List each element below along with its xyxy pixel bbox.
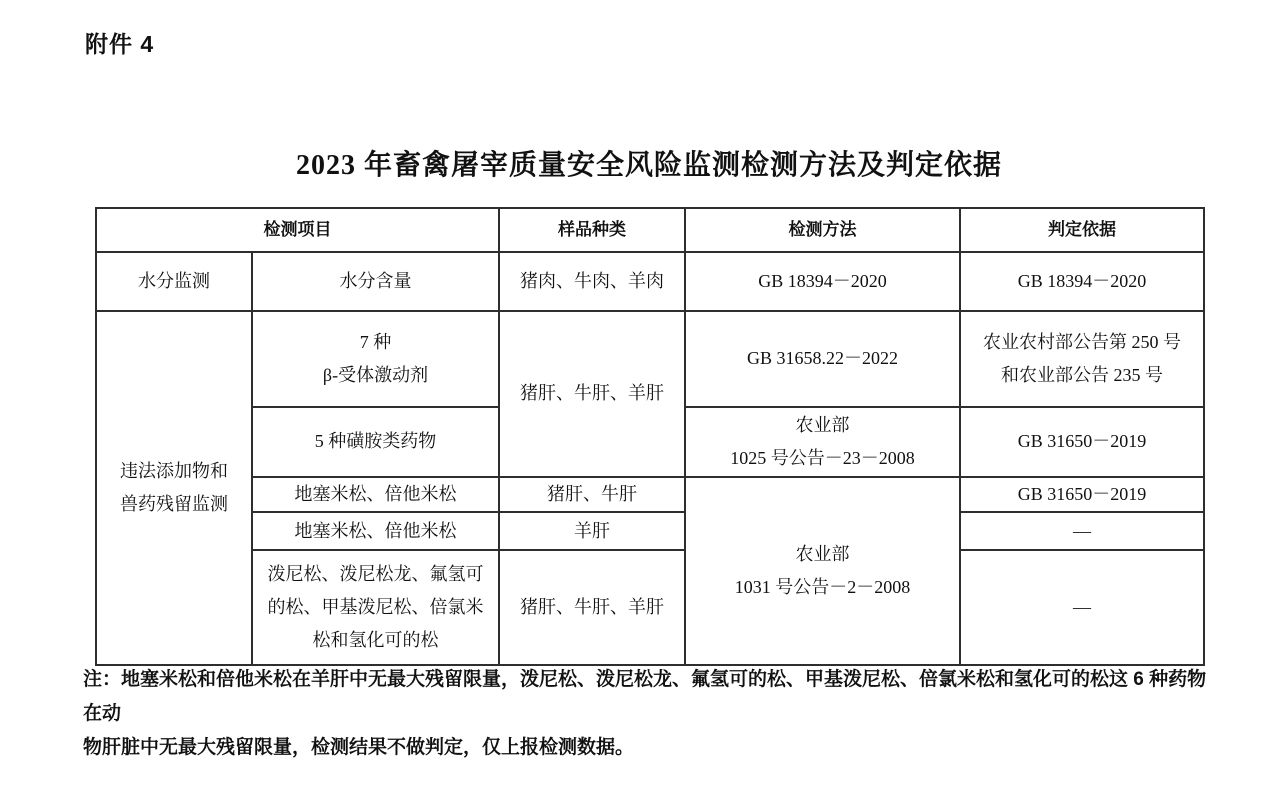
col-header-item: 检测项目	[96, 208, 499, 252]
cell-sulfonamide-item: 5 种磺胺类药物	[252, 407, 499, 477]
cell-prednisone-item-line: 泼尼松、泼尼松龙、氟氢可	[267, 563, 484, 584]
cell-illegal-category-line: 违法添加物和	[120, 460, 228, 481]
cell-moisture-sample: 猪肉、牛肉、羊肉	[499, 252, 685, 311]
page-title: 2023 年畜禽屠宰质量安全风险监测检测方法及判定依据	[295, 150, 1002, 181]
cell-dexamethasone-2-basis: —	[960, 512, 1204, 550]
cell-beta-agonist-item	[252, 311, 499, 407]
cell-prednisone-item-line: 松和氢化可的松	[312, 630, 439, 651]
cell-beta-agonist-item-line: 7 种	[359, 331, 392, 352]
cell-method-merged-line: 农业部	[795, 543, 850, 564]
cell-sulfonamide-method	[685, 407, 960, 477]
table-row-beta-agonist	[96, 311, 1204, 407]
footnote	[83, 663, 1208, 765]
cell-illegal-category-line: 兽药残留监测	[120, 494, 228, 515]
col-header-sample: 样品种类	[499, 208, 685, 252]
cell-illegal-category	[96, 311, 252, 665]
cell-prednisone-basis: —	[960, 550, 1204, 665]
col-header-method: 检测方法	[685, 208, 960, 252]
monitoring-methods-table	[95, 207, 1205, 666]
table-row-dexamethasone-2	[96, 512, 1204, 550]
cell-method-merged-line: 1031 号公告－2－2008	[734, 577, 911, 598]
col-header-basis: 判定依据	[960, 208, 1204, 252]
footnote-line: 注：地塞米松和倍他米松在羊肝中无最大残留限量，泼尼松、泼尼松龙、氟氢可的松、甲基泼尼松、倍氯米松和氢化可的松这 6 种药物在动	[83, 669, 1207, 724]
table-row-prednisone	[96, 550, 1204, 665]
cell-sulfonamide-method-line: 1025 号公告－23－2008	[730, 448, 915, 468]
cell-prednisone-item	[252, 550, 499, 665]
table-header-row	[96, 208, 1204, 252]
cell-moisture-item: 水分含量	[252, 252, 499, 311]
cell-sulfonamide-method-line: 农业部	[795, 414, 850, 435]
cell-beta-agonist-basis-line: 农业农村部公告第 250 号	[983, 331, 1181, 352]
cell-moisture-basis: GB 18394－2020	[960, 252, 1204, 311]
cell-beta-agonist-method: GB 31658.22－2022	[685, 311, 960, 407]
table-row-dexamethasone-1	[96, 477, 1204, 512]
cell-method-merged	[685, 477, 960, 665]
cell-prednisone-sample: 猪肝、牛肝、羊肝	[499, 550, 685, 665]
cell-dexamethasone-1-basis: GB 31650－2019	[960, 477, 1204, 512]
cell-prednisone-item-line: 的松、甲基泼尼松、倍氯米	[267, 597, 484, 618]
cell-beta-agonist-item-line: β-受体激动剂	[322, 365, 429, 385]
cell-dexamethasone-1-sample: 猪肝、牛肝	[499, 477, 685, 512]
cell-beta-agonist-basis-line: 和农业部公告 235 号	[1001, 365, 1163, 385]
footnote-line: 物肝脏中无最大残留限量，检测结果不做判定，仅上报检测数据。	[83, 737, 635, 758]
cell-moisture-category: 水分监测	[96, 252, 252, 311]
attachment-label: 附件 4	[85, 31, 155, 57]
cell-dexamethasone-1-item: 地塞米松、倍他米松	[252, 477, 499, 512]
cell-dexamethasone-2-item: 地塞米松、倍他米松	[252, 512, 499, 550]
cell-moisture-method: GB 18394－2020	[685, 252, 960, 311]
cell-dexamethasone-2-sample: 羊肝	[499, 512, 685, 550]
cell-sulfonamide-basis: GB 31650－2019	[960, 407, 1204, 477]
cell-liver-sample-merged: 猪肝、牛肝、羊肝	[499, 311, 685, 477]
table-row-moisture	[96, 252, 1204, 311]
cell-beta-agonist-basis	[960, 311, 1204, 407]
